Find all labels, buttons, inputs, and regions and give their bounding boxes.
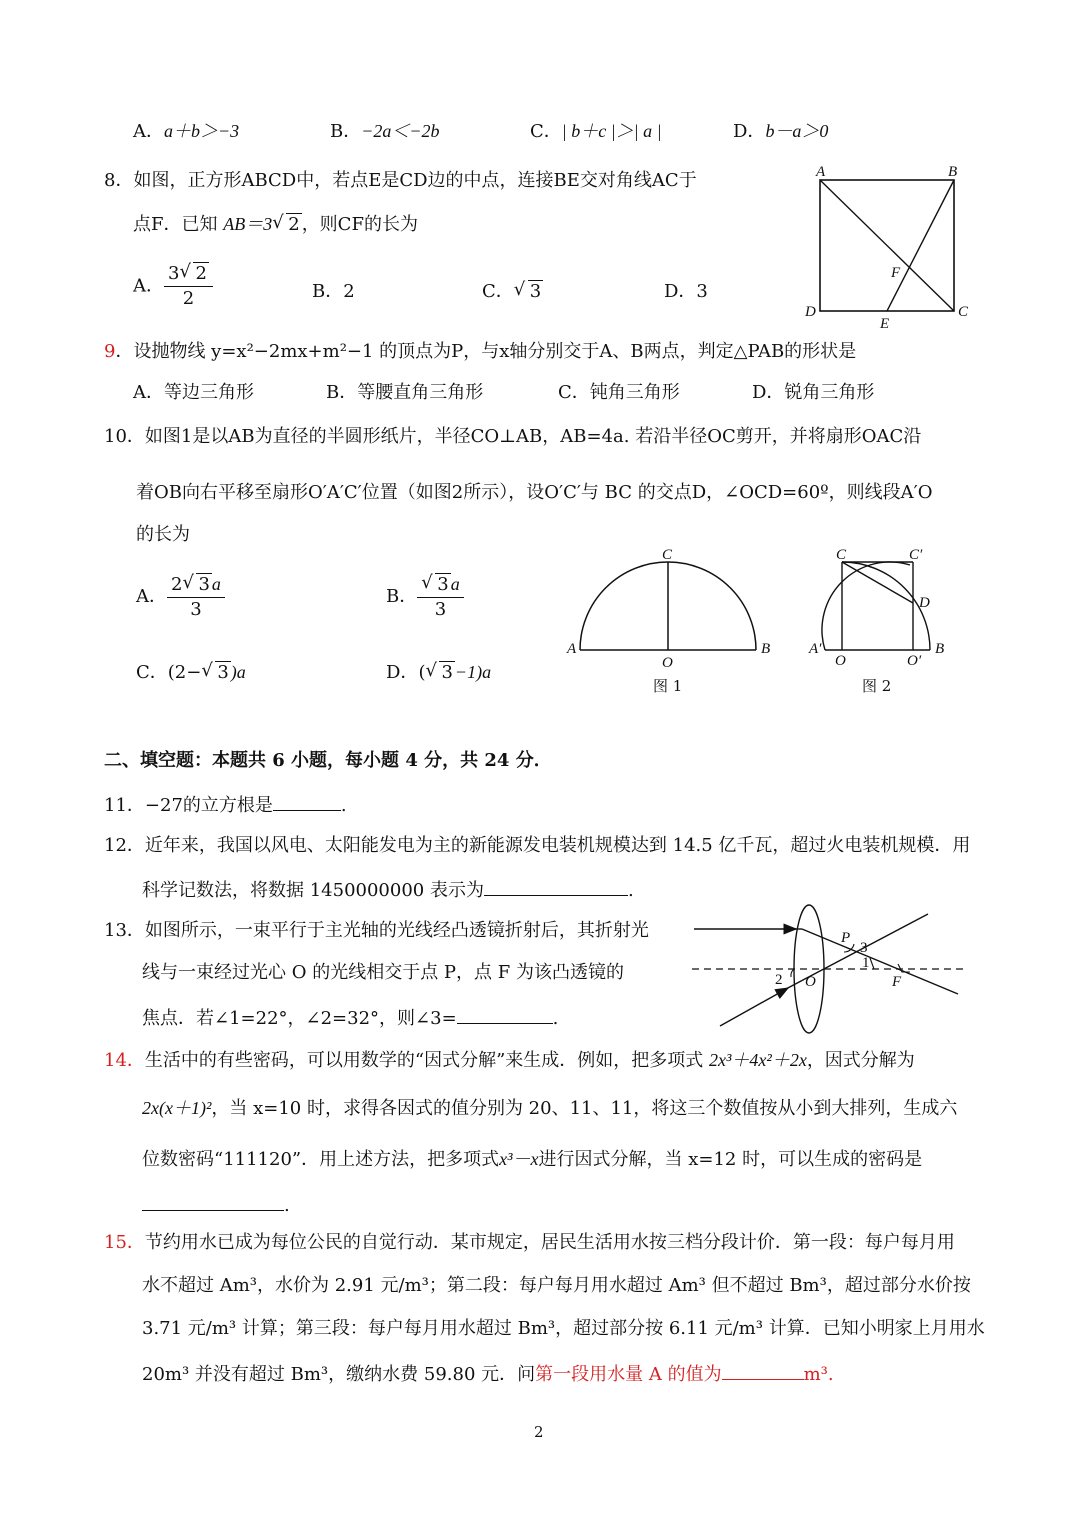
q7-option-a: A．a＋b＞−3 xyxy=(133,121,240,142)
q9-stem: 9．设抛物线 y=x²−2mx+m²−1 的顶点为P，与x轴分别交于A、B两点，判定△PAB的形状是 xyxy=(104,341,857,362)
q15-line1: 15．节约用水已成为每位公民的自觉行动．某市规定，居民生活用水按三档分段计价．第一段：每户每月用 xyxy=(104,1232,955,1253)
q11-answer-blank[interactable] xyxy=(273,792,341,811)
fig2-label-o2: O′ xyxy=(907,653,922,669)
q10-line2: 着OB向右平移至扇形O′A′C′位置（如图2所示），设O′C′与 BC 的交点D，∠OCD=60º，则线段A′O xyxy=(136,482,933,503)
label-f: F xyxy=(891,265,901,281)
label-p: P xyxy=(841,930,851,946)
fig2-label-c: C xyxy=(836,547,847,563)
q13-lens-figure xyxy=(688,900,968,1040)
label-c: C xyxy=(958,304,969,320)
q8-option-b: B．2 xyxy=(312,281,355,302)
q10-option-a: A． $\frac{2√ 3 a}{3}$ xyxy=(136,572,225,622)
convex-lens xyxy=(794,905,824,1033)
q8-line2: 点F．已知 AB＝3√ 2 ，则CF的长为 xyxy=(133,213,418,236)
q9-option-b: B．等腰直角三角形 xyxy=(326,382,484,403)
fig2-label-b: B xyxy=(935,641,945,657)
label-3: 3 xyxy=(860,940,868,956)
q9-option-a: A．等边三角形 xyxy=(133,382,254,403)
label-a: A xyxy=(816,164,826,180)
fig2-label-d: D xyxy=(919,595,930,611)
q14-line3: 位数密码“111120”．用上述方法，把多项式x³－x进行因式分解，当 x=12 时，可以生成的密码是 xyxy=(142,1149,923,1170)
label-e: E xyxy=(880,316,890,332)
q8-option-a: A． $\frac{3√ 2}{2}$ xyxy=(133,262,213,311)
segment-be xyxy=(887,180,954,311)
q15-line3: 3.71 元/m³ 计算；第三段：每户每月用水超过 Bm³，超过部分按 6.11 元/m³ 计算．已知小明家上月用水 xyxy=(142,1318,985,1339)
q15-line4: 20m³ 并没有超过 Bm³，缴纳水费 59.80 元．问第一段用水量 A 的值为 m³. xyxy=(142,1361,834,1386)
q13-line1: 13．如图所示，一束平行于主光轴的光线经凸透镜折射后，其折射光 xyxy=(104,920,649,941)
q9-option-d: D．锐角三角形 xyxy=(752,382,875,403)
label-d: D xyxy=(805,304,816,320)
q14-answer-blank[interactable] xyxy=(142,1192,284,1211)
label-f: F xyxy=(892,974,902,990)
q10-option-c: C．(2−√ 3 )a xyxy=(136,661,246,684)
fig2-label-c2: C′ xyxy=(909,547,923,563)
angle-1-arc xyxy=(870,958,874,969)
q13-answer-blank[interactable] xyxy=(457,1005,553,1024)
label-2: 2 xyxy=(775,972,783,988)
fig2-label-o: O xyxy=(835,653,846,669)
q14-line4: . xyxy=(142,1192,290,1217)
q10-line3: 的长为 xyxy=(136,524,190,545)
q13-line2: 线与一束经过光心 O 的光线相交于点 P，点 F 为该凸透镜的 xyxy=(142,962,624,983)
q14-line1: 14．生活中的有些密码，可以用数学的“因式分解”来生成．例如，把多项式 2x³＋4x²＋2x，因式分解为 xyxy=(104,1050,915,1071)
q8-option-d: D．3 xyxy=(664,281,708,302)
q12-answer-blank[interactable] xyxy=(484,877,628,896)
fig1-caption: 图 1 xyxy=(653,677,683,695)
q10-option-d: D．(√ 3 −1)a xyxy=(386,661,491,684)
diagonal-ac xyxy=(820,180,954,311)
q15-line2: 水不超过 Am³，水价为 2.91 元/m³；第二段：每户每月用水超过 Am³ 但不超过 Bm³，超过部分水价按 xyxy=(142,1275,971,1296)
q12-line1: 12．近年来，我国以风电、太阳能发电为主的新能源发电装机规模达到 14.5 亿千瓦，超过火电装机规模．用 xyxy=(104,835,971,856)
q7-option-d: D．b－a＞0 xyxy=(733,121,829,142)
optical-center-ray-in xyxy=(720,988,788,1026)
fig1-label-o: O xyxy=(662,655,673,670)
q10-line1: 10．如图1是以AB为直径的半圆形纸片，半径CO⊥AB，AB=4a. 若沿半径OC剪开，并将扇形OAC沿 xyxy=(104,426,922,447)
q8-square-figure xyxy=(800,160,980,335)
fig1-label-b: B xyxy=(761,641,771,657)
q7-option-c: C．| b＋c |＞| a | xyxy=(530,121,662,142)
q12-line2: 科学记数法，将数据 1450000000 表示为 . xyxy=(142,877,634,902)
q13-line3: 焦点．若∠1=22°，∠2=32°，则∠3= . xyxy=(142,1005,558,1030)
section-2-heading: 二、填空题：本题共 6 小题，每小题 4 分，共 24 分． xyxy=(104,750,552,771)
q8-option-c: C．√ 3 xyxy=(482,281,543,303)
label-b: B xyxy=(948,164,958,180)
label-1: 1 xyxy=(862,955,870,971)
fig2-caption: 图 2 xyxy=(862,677,892,695)
arc-bc xyxy=(842,562,930,650)
q10-option-b: B． √ $\frac{3 a}{3}$ xyxy=(386,572,464,622)
label-o: O xyxy=(805,974,816,990)
q10-figure-1 xyxy=(560,545,780,670)
fig1-label-a: A xyxy=(567,641,577,657)
segment-cd xyxy=(842,562,913,603)
fig1-label-c: C xyxy=(662,547,673,563)
q10-figure-2 xyxy=(805,545,955,670)
fig2-label-a2: A′ xyxy=(809,641,822,657)
q9-option-c: C．钝角三角形 xyxy=(558,382,680,403)
q7-option-b: B．−2a＜−2b xyxy=(330,121,440,142)
q11: 11．−27的立方根是 . xyxy=(104,792,347,817)
q14-line2: 2x(x＋1)²，当 x=10 时，求得各因式的值分别为 20、11、11，将这三个数值按从小到大排列，生成六 xyxy=(142,1098,958,1119)
page-number: 2 xyxy=(534,1423,544,1441)
q15-answer-blank[interactable] xyxy=(722,1361,804,1380)
q8-line1: 8．如图，正方形ABCD中，若点E是CD边的中点，连接BE交对角线AC于 xyxy=(104,170,697,191)
